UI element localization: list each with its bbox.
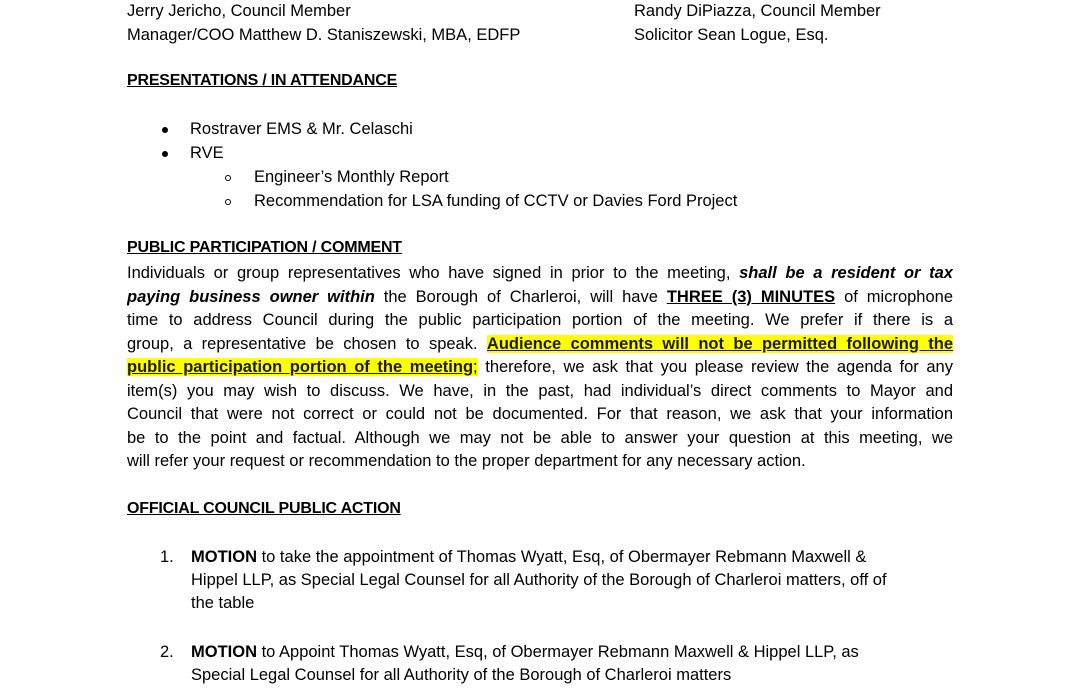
highlighted-notice: public participation portion of the meeting — [127, 358, 474, 376]
paragraph-line: time to address Council during the public participation portion of the meeting. We prefer if there is a — [127, 311, 953, 329]
sub-bullet-circle — [225, 175, 231, 181]
paragraph-line: will refer your request or recommendation to the proper department for any necessary action. — [127, 452, 806, 470]
paragraph-line: be to the point and factual. Although we may not be able to answer your question at this meeting, we — [127, 428, 953, 447]
paragraph-line: Individuals or group representatives who have signed in prior to the meeting, shall be a resident or tax — [127, 264, 953, 282]
paragraph-line: item(s) you may wish to discuss. We have, in the past, had individual’s direct comments to Mayor and — [127, 381, 953, 400]
highlighted-notice: Audience comments will not be permitted following the — [486, 334, 953, 353]
presentation-item: Rostraver EMS & Mr. Celaschi — [190, 120, 413, 138]
official-action-heading: OFFICIAL COUNCIL PUBLIC ACTION — [127, 500, 401, 517]
presentation-subitem: Recommendation for LSA funding of CCTV or Davies Ford Project — [254, 192, 738, 210]
public-participation-heading: PUBLIC PARTICIPATION / COMMENT — [127, 239, 402, 256]
bullet-dot — [162, 127, 168, 133]
paragraph-line: group, a representative be chosen to speak. Audience comments will not be permitted following the — [127, 334, 953, 353]
bullet-dot — [162, 151, 168, 157]
attendee-jericho: Jerry Jericho, Council Member — [127, 2, 351, 20]
attendee-manager: Manager/COO Matthew D. Staniszewski, MBA, EDFP — [127, 26, 521, 44]
paragraph-line: Council that were not correct or could not be documented. For that reason, we ask that your information — [127, 405, 953, 423]
presentation-subitem: Engineer’s Monthly Report — [254, 168, 449, 186]
presentation-item: RVE — [190, 144, 224, 162]
attendee-solicitor: Solicitor Sean Logue, Esq. — [634, 26, 829, 44]
attendee-dipiazza: Randy DiPiazza, Council Member — [634, 2, 881, 20]
paragraph-line: public participation portion of the meeting; therefore, we ask that you please review the agenda for any — [127, 358, 953, 376]
paragraph-line: paying business owner within the Borough of Charleroi, will have THREE (3) MINUTES of microphone — [127, 287, 953, 306]
sub-bullet-circle — [225, 199, 231, 205]
presentations-heading: PRESENTATIONS / IN ATTENDANCE — [127, 72, 398, 89]
document-page: Jerry Jericho, Council Member Randy DiPiazza, Council Member Manager/COO Matthew D. Staniszewski, MBA, EDFP Solicitor Sean Logue, Esq. PRESENTATIONS / IN ATTENDANCE Rostraver EMS & Mr. Celaschi RVE Engineer’s Monthly Report Recommendation for LSA funding of CCTV or Davies Ford Project PUBLIC PARTICIPATION / COMMENT Individuals or group representatives who have signed in prior to the meeting, shall be a resident or tax paying business owner within the Borough of Charleroi, will have THREE (3) MINUTES of microphone time to address Council during the public participation portion of the meeting. We prefer if there is a group, a representative be chosen to speak. Audience comments will not be permitted following the public participation portion of the meeting; therefore, we ask that you please review the agenda for any item(s) you may wish to discuss. We have, in the past, had individual’s direct comments to Mayor and Council that were not correct or could not be documented. For that reason, we ask that your information be to the point and factual. Although we may not be able to answer your question at this meeting, we will refer your request or recommendation to the proper department for any necessary action. OFFICIAL COUNCIL PUBLIC ACTION 1. MOTION to take the appointment of Thomas Wyatt, Esq, of Obermayer Rebmann Maxwell & Hippel LLP, as Special Legal Counsel for all Authority of the Borough of Charleroi matters, off of the table 2. MOTION to Appoint Thomas Wyatt, Esq, of Obermayer Rebmann Maxwell & Hippel LLP, as Special Legal Counsel for all Authority of the Borough of Charleroi matters — [127, 2, 953, 684]
public-participation-paragraph — [127, 262, 953, 474]
